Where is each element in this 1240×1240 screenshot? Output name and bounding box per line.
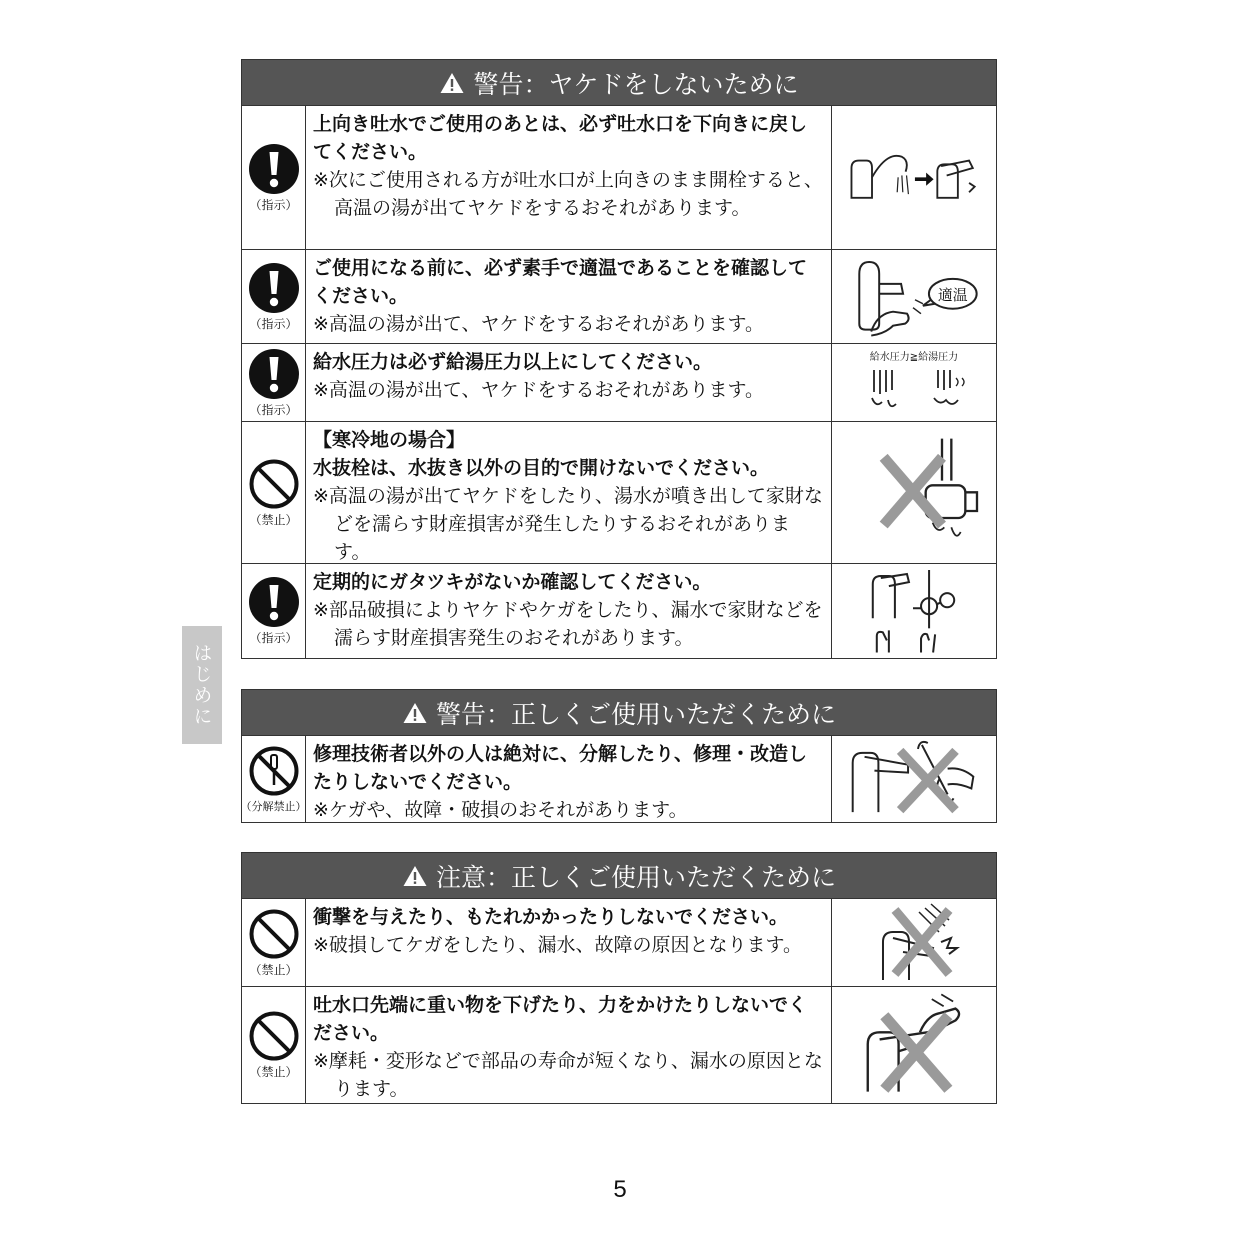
mandatory-exclamation-icon <box>248 348 300 400</box>
illustration-label: 給水圧力≧給湯圧力 <box>869 351 959 363</box>
text-cell <box>306 736 832 822</box>
instruction-text: 定期的にガタツキがないか確認してください。 <box>313 571 712 593</box>
table-row <box>242 250 996 344</box>
note-text: ※次にご使用される方が吐水口が上向きのまま開栓すると、高温の湯が出てヤケドをするおそれがあります。 <box>313 169 823 219</box>
text-cell <box>306 899 832 986</box>
heavy-load-prohibited-illustration <box>844 992 984 1099</box>
symbol-cell <box>242 250 306 343</box>
symbol-cell <box>242 344 306 421</box>
block-title: 警告：正しくご使用いただくために <box>435 699 836 729</box>
text-cell <box>306 987 832 1103</box>
instruction-text: 吐水口先端に重い物を下げたり、力をかけたりしないでください。 <box>313 994 808 1044</box>
instruction-text: 修理技術者以外の人は絶対に、分解したり、修理・改造したりしないでください。 <box>313 743 808 793</box>
table-row <box>242 736 996 822</box>
instruction-text: ご使用になる前に、必ず素手で適温であることを確認してください。 <box>313 257 808 307</box>
note-text: ※破損してケガをしたり、漏水、故障の原因となります。 <box>313 934 803 956</box>
symbol-cell <box>242 736 306 822</box>
note-text: ※摩耗・変形などで部品の寿命が短くなり、漏水の原因となります。 <box>313 1050 823 1100</box>
check-looseness-illustration <box>844 568 984 654</box>
page-number: 5 <box>613 1176 627 1203</box>
table-row <box>242 344 996 422</box>
no-disassembly-icon <box>248 745 300 797</box>
prohibition-icon <box>248 908 300 960</box>
block-title: 注意：正しくご使用いただくために <box>435 862 836 892</box>
mandatory-exclamation-icon <box>248 576 300 628</box>
note-text: ※高温の湯が出て、ヤケドをするおそれがあります。 <box>313 313 765 335</box>
illustration-cell <box>832 564 996 658</box>
section-subtitle: 【寒冷地の場合】 <box>313 429 466 451</box>
caution-block-proper-use <box>241 852 997 1104</box>
illustration-cell <box>832 106 996 249</box>
symbol-cell <box>242 564 306 658</box>
block-header <box>242 690 996 736</box>
table-row <box>242 899 996 987</box>
warning-triangle-icon <box>402 701 428 725</box>
hand-check-temperature-illustration <box>844 254 984 340</box>
block-header <box>242 60 996 106</box>
note-text: ※部品破損によりヤケドやケガをしたり、漏水で家財などを濡らす財産損害発生のおそれがあります。 <box>313 599 823 649</box>
warning-triangle-icon <box>439 71 465 95</box>
prohibition-icon <box>248 458 300 510</box>
note-text: ※高温の湯が出て、ヤケドをするおそれがあります。 <box>313 379 765 401</box>
warning-block-proper-use <box>241 689 997 823</box>
text-cell <box>306 564 832 658</box>
illustration-cell <box>832 422 996 563</box>
text-cell <box>306 106 832 249</box>
mandatory-exclamation-icon <box>248 143 300 195</box>
symbol-label: （指示） <box>249 402 298 417</box>
text-cell <box>306 344 832 421</box>
table-row <box>242 106 996 250</box>
instruction-text: 水抜栓は、水抜き以外の目的で開けないでください。 <box>313 457 770 479</box>
instruction-text: 衝撃を与えたり、もたれかかったりしないでください。 <box>313 906 789 928</box>
prohibition-icon <box>248 1010 300 1062</box>
illustration-label: 適温 <box>937 285 968 304</box>
symbol-label: （禁止） <box>249 512 298 527</box>
symbol-label: （禁止） <box>249 1065 298 1079</box>
caution-triangle-icon <box>402 864 428 888</box>
block-header <box>242 853 996 899</box>
warning-block-burn <box>241 59 997 659</box>
symbol-label: （禁止） <box>249 962 298 977</box>
illustration-cell <box>832 250 996 343</box>
symbol-label: （指示） <box>249 631 298 645</box>
symbol-cell <box>242 106 306 249</box>
symbol-cell <box>242 987 306 1103</box>
wrench-prohibited-illustration <box>844 739 984 818</box>
instruction-text: 上向き吐水でご使用のあとは、必ず吐水口を下向きに戻してください。 <box>313 113 808 163</box>
section-side-tab: はじめに <box>182 626 222 744</box>
impact-prohibited-illustration <box>844 902 984 982</box>
illustration-cell <box>832 987 996 1103</box>
illustration-cell <box>832 899 996 986</box>
text-cell <box>306 250 832 343</box>
illustration-cell <box>832 736 996 822</box>
instruction-text: 給水圧力は必ず給湯圧力以上にしてください。 <box>313 351 713 373</box>
table-row <box>242 987 996 1103</box>
water-pressure-illustration <box>844 348 984 418</box>
symbol-label: （分解禁止） <box>240 799 307 813</box>
note-text: ※ケガや、故障・破損のおそれがあります。 <box>313 799 688 821</box>
illustration-cell <box>832 344 996 421</box>
block-title: 警告：ヤケドをしないために <box>473 69 799 99</box>
faucet-spout-turn-down-illustration <box>844 140 984 215</box>
symbol-cell <box>242 899 306 986</box>
note-text: ※高温の湯が出てヤケドをしたり、湯水が噴き出して家財などを濡らす財産損害が発生したりするおそれがあります。 <box>313 485 823 563</box>
symbol-label: （指示） <box>249 316 298 331</box>
drain-valve-prohibited-illustration <box>844 434 984 551</box>
table-row <box>242 422 996 564</box>
symbol-label: （指示） <box>249 197 298 212</box>
text-cell <box>306 422 832 563</box>
table-row <box>242 564 996 658</box>
symbol-cell <box>242 422 306 563</box>
mandatory-exclamation-icon <box>248 262 300 314</box>
